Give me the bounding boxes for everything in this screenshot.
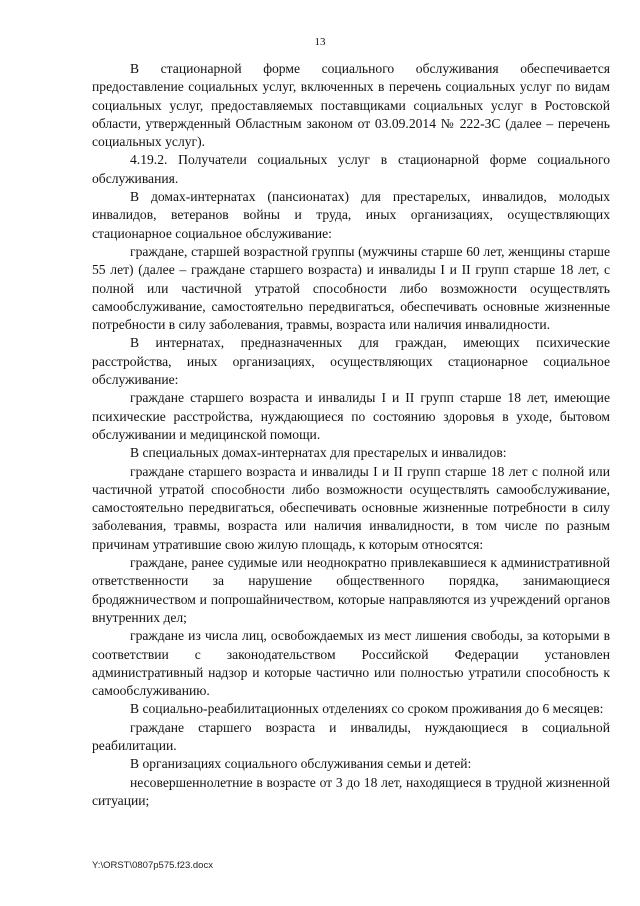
paragraph: граждане из числа лиц, освобождаемых из мест лишения свободы, за которыми в соответствии с законодательством Российской Федерации установлен административный надзор и которые частично или полностью утратили способность к самообслуживанию. [92, 628, 610, 699]
paragraph: граждане старшего возраста и инвалиды I и II групп старше 18 лет, имеющие психические расстройства, нуждающиеся по состоянию здоровья в уходе, бытовом обслуживании и медицинской помощи. [92, 390, 610, 442]
paragraph: В интернатах, предназначенных для граждан, имеющих психические расстройства, иных организациях, осуществляющих стационарное социальное обслуживание: [92, 335, 610, 388]
page-number: 13 [314, 36, 326, 48]
paragraph: В специальных домах-интернатах для престарелых и инвалидов: [130, 445, 507, 461]
paragraph: 4.19.2. Получатели социальных услуг в стационарной форме социального обслуживания. [92, 152, 610, 186]
paragraph: несовершеннолетние в возрасте от 3 до 18 лет, находящиеся в трудной жизненной ситуации; [92, 774, 610, 808]
document-body [92, 60, 610, 810]
paragraph: граждане старшего возраста и инвалиды, нуждающиеся в социальной реабилитации. [92, 719, 610, 753]
paragraph: граждане старшего возраста и инвалиды I и II групп старше 18 лет с полной или частичной утратой способности либо возможности осуществлять самообслуживание, самостоятельно передвигаться, обеспечивать основные жизненные потребности в силу заболевания, травмы, возраста или наличия инвалидности, в том числе по разным причинам утратившие свою жилую площадь, к которым относятся: [92, 463, 610, 552]
paragraph: граждане, ранее судимые или неоднократно привлекавшиеся к административной ответственности за нарушение общественного порядка, занимающиеся бродяжничеством и попрошайничеством, которые направляются из учреждений органов внутренних дел; [92, 555, 610, 625]
paragraph: В организациях социального обслуживания семьи и детей: [130, 756, 472, 772]
paragraph: В домах-интернатах (пансионатах) для престарелых, инвалидов, молодых инвалидов, ветеранов войны и труда, иных организациях, осуществляющих стационарное социальное обслуживание: [92, 189, 610, 241]
paragraph: В социально-реабилитационных отделениях со сроком проживания до 6 месяцев: [130, 701, 604, 717]
footer-file-path: Y:\ORST\0807p575.f23.docx [92, 860, 213, 871]
paragraph: В стационарной форме социального обслуживания обеспечивается предоставление социальных услуг, включенных в перечень социальных услуг по видам социальных услуг, предоставляемых поставщиками социальных услуг в Ростовской области, утвержденный Областным законом от 03.09.2014 № 222-ЗС (далее – перечень социальных услуг). [92, 61, 610, 150]
paragraph: граждане, старшей возрастной группы (мужчины старше 60 лет, женщины старше 55 лет) (далее – граждане старшего возраста) и инвалиды I и II групп старше 18 лет, с полной или частичной утратой способности либо возможности осуществлять самообслуживание, самостоятельно передвигаться, обеспечивать основные жизненные потребности в силу заболевания, травмы, возраста или наличия инвалидности. [92, 243, 610, 333]
